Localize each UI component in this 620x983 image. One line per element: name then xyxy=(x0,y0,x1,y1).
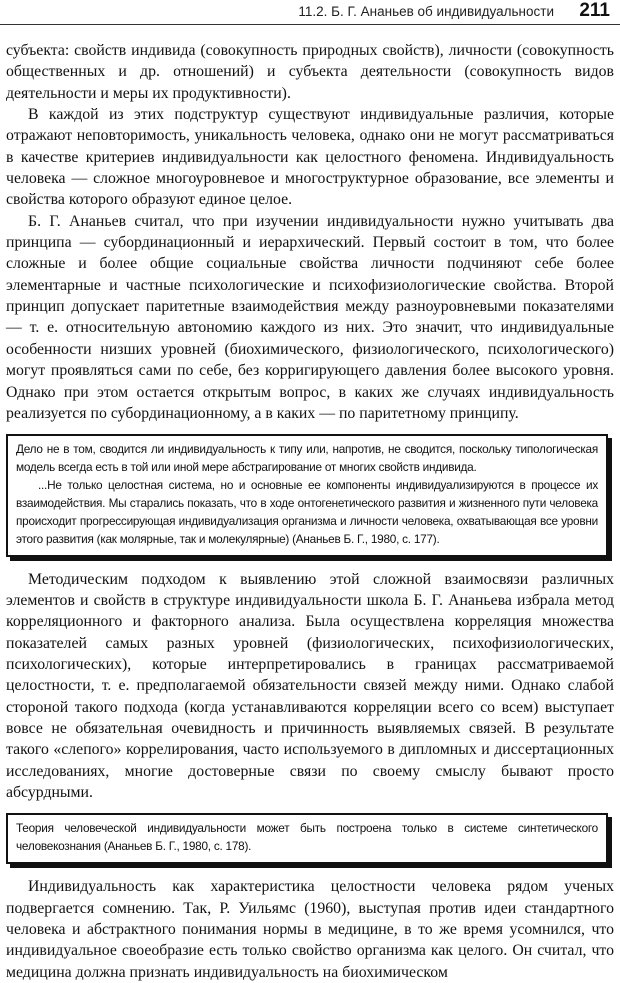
page-header xyxy=(0,0,620,30)
page-number: 211 xyxy=(579,0,610,21)
paragraph-williams: Индивидуальность как характеристика целостности человека рядом ученых подвергается сомнению. Так, Р. Уильямс (1960), выступая против идеи стандартного человека и абстрактного понимания нормы в медицине, в то же время усомнился, что индивидуальное своеобразие есть только свойство организма как целого. Он считал, что медицина должна признать индивидуальность на биохимическом xyxy=(6,878,614,981)
paragraph-substructures: В каждой из этих подструктур существуют индивидуальные различия, которые отражают неповторимость, уникальность человека, однако они не могут рассматриваться в качестве критериев индивидуальности как целостного феномена. Индивидуальность человека — сложное многоуровневое и многоструктурное образование, все элементы и свойства которого образуют единое целое. xyxy=(6,106,614,209)
paragraph-method: Методическим подходом к выявлению этой сложной взаимосвязи различных элементов и свойств в структуре индивидуальности школа Б. Г. Ананьева избрала метод корреляционного и факторного анализа. Была осуществлена корреляция множества показателей самых разных уровней (физиологических, психофизиологических, психологических), которые интерпретировались в границах рассматриваемой целостности, т. е. предполагаемой обязательности связей между ними. Однако слабой стороной такого подхода (когда устанавливаются корреляции всего со всем) выступает вовсе не обязательная очевидность и причинность выявляемых связей. В результате такого «слепого» коррелирования, часто используемого в дипломных и диссертационных исследованиях, многие достоверные связи по своему смыслу бывают просто абсурдными. xyxy=(6,570,614,802)
quote-text-typology: Дело не в том, сводится ли индивидуальность к типу или, напротив, не сводится, поскольку типологическая модель всегда есть в той или иной мере абстрагирование от многих свойств индивида. xyxy=(16,442,598,475)
quote-box-theory xyxy=(6,813,608,864)
quote-box-individuality xyxy=(6,434,608,556)
paragraph-continuation: субъекта: свойств индивида (совокупность природных свойств), личности (совокупность общественных и др. отношений) и субъекта деятельности (совокупность видов деятельности и меры их продуктивности). xyxy=(6,42,614,102)
running-title: 11.2. Б. Г. Ананьев об индивидуальности xyxy=(298,4,554,19)
header-rule xyxy=(0,24,620,25)
page-body xyxy=(6,40,614,983)
paragraph-principles: Б. Г. Ананьев считал, что при изучении индивидуальности нужно учитывать два принципа — субординационный и иерархический. Первый состоит в том, что более сложные и более общие социальные свойства личности подчиняют себе более элементарные и частные психологические и психофизиологические свойства. Второй принцип допускает паритетные взаимодействия между разноуровневыми показателями — т. е. относительную автономию каждого из них. Это значит, что индивидуальные особенности низших уровней (биохимического, физиологического, психологического) могут проявляться сами по себе, без корригирующего давления более высокого уровня. Однако при этом остается открытым вопрос, в каких же случаях индивидуальность реализуется по субординационному, а в каких — по паритетному принципу. xyxy=(6,212,614,422)
quote-text-ontogenesis: ...Не только целостная система, но и основные ее компоненты индивидуализируются в процессе их взаимодействия. Мы старались показать, что в ходе онтогенетического развития и жизненного пути человека происходит прогрессирующая индивидуализация организма и личности человека, охватывающая все уровни этого развития (как молярные, так и молекулярные) (Ананьев Б. Г., 1980, с. 177). xyxy=(16,478,598,546)
quote-text-theory: Теория человеческой индивидуальности может быть построена только в системе синтетического человекознания (Ананьев Б. Г., 1980, с. 178). xyxy=(16,821,598,854)
